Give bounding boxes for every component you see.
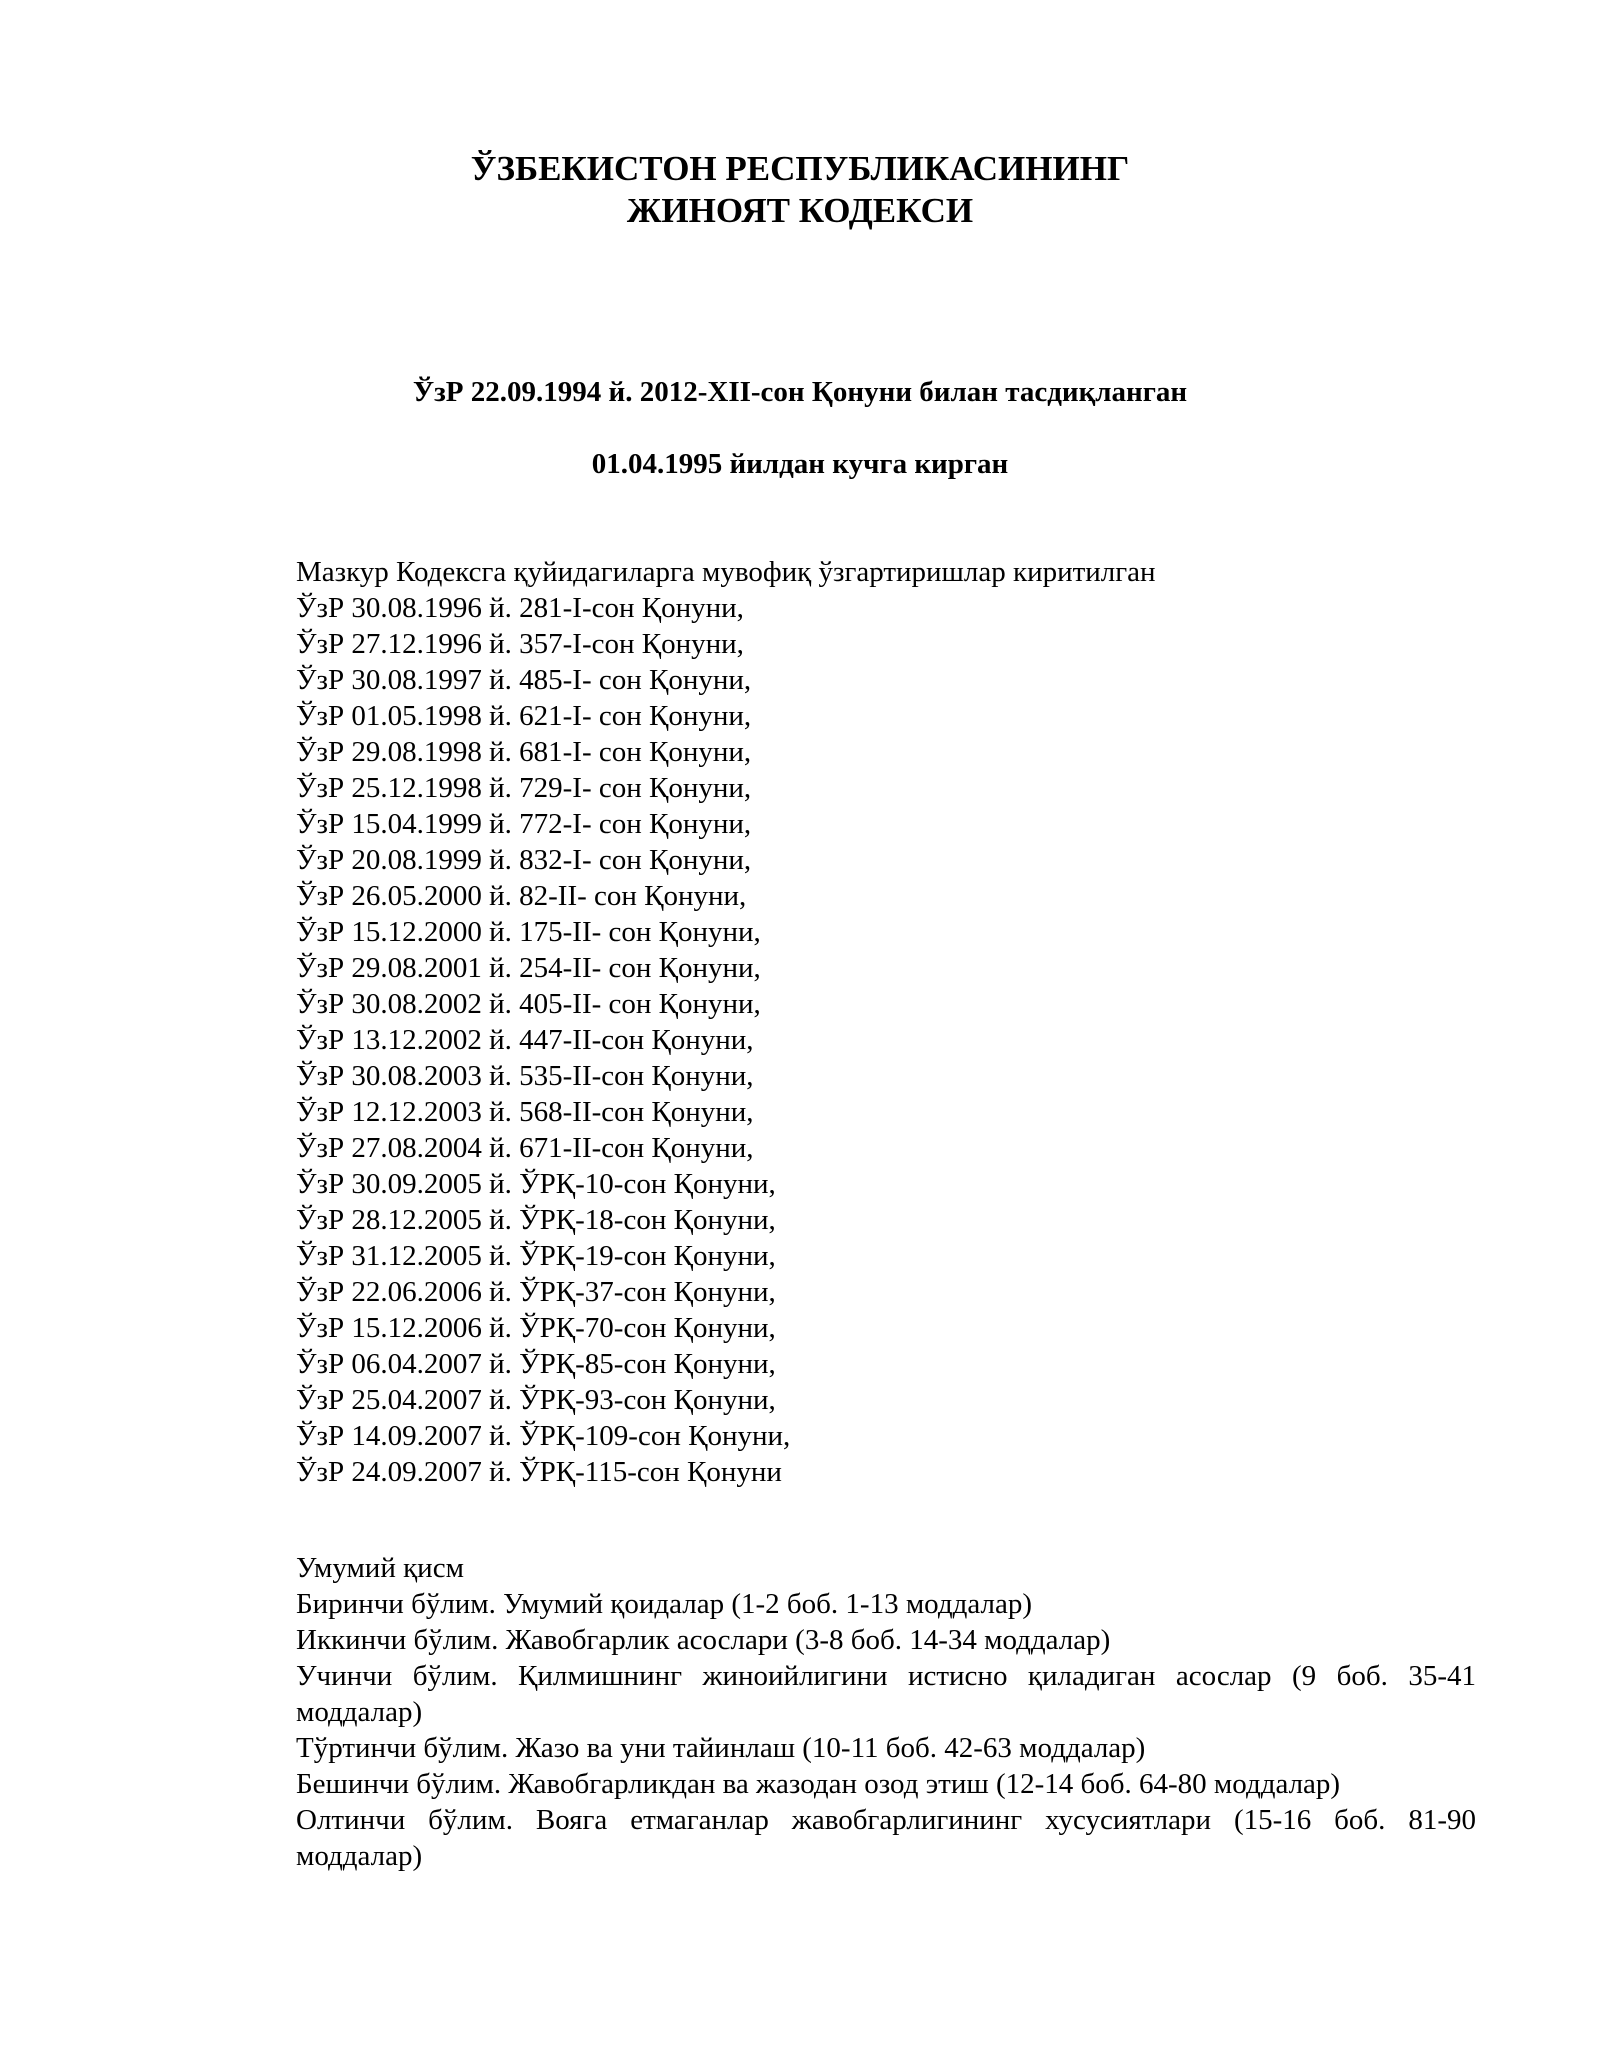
amendment-item: ЎзР 27.12.1996 й. 357-I-сон Қонуни, (296, 628, 744, 660)
table-of-contents (296, 1550, 1476, 1874)
approval-statement: ЎзР 22.09.1994 й. 2012-XII-сон Қонуни билан тасдиқланган (412, 376, 1188, 408)
amendment-item: ЎзР 24.09.2007 й. ЎРҚ-115-сон Қонуни (296, 1456, 782, 1488)
document-title (0, 148, 1600, 232)
contents-item: Тўртинчи бўлим. Жазо ва уни тайинлаш (10-11 боб. 42-63 моддалар) (296, 1732, 1146, 1764)
amendment-item: ЎзР 25.04.2007 й. ЎРҚ-93-сон Қонуни, (296, 1384, 776, 1416)
amendment-item: ЎзР 14.09.2007 й. ЎРҚ-109-сон Қонуни, (296, 1420, 791, 1452)
contents-heading: Умумий қисм (296, 1552, 464, 1584)
amendment-item: ЎзР 15.12.2006 й. ЎРҚ-70-сон Қонуни, (296, 1312, 776, 1344)
amendment-item: ЎзР 29.08.2001 й. 254-II- сон Қонуни, (296, 952, 761, 984)
amendments-intro: Мазкур Кодексга қуйидагиларга мувофиқ ўзгартиришлар киритилган (296, 556, 1156, 588)
amendment-item: ЎзР 29.08.1998 й. 681-I- сон Қонуни, (296, 736, 752, 768)
amendment-item: ЎзР 30.08.2003 й. 535-II-сон Қонуни, (296, 1060, 754, 1092)
amendments-list (296, 554, 1476, 1490)
amendment-item: ЎзР 27.08.2004 й. 671-II-сон Қонуни, (296, 1132, 754, 1164)
contents-item: Биринчи бўлим. Умумий қоидалар (1-2 боб. 1-13 моддалар) (296, 1588, 1032, 1620)
amendment-item: ЎзР 28.12.2005 й. ЎРҚ-18-сон Қонуни, (296, 1204, 776, 1236)
amendment-item: ЎзР 31.12.2005 й. ЎРҚ-19-сон Қонуни, (296, 1240, 776, 1272)
amendment-item: ЎзР 15.12.2000 й. 175-II- сон Қонуни, (296, 916, 761, 948)
title-line-2: ЖИНОЯТ КОДЕКСИ (626, 191, 974, 230)
title-line-1: ЎЗБЕКИСТОН РЕСПУБЛИКАСИНИНГ (470, 149, 1130, 188)
effective-date-statement: 01.04.1995 йилдан кучга кирган (591, 448, 1009, 480)
amendment-item: ЎзР 22.06.2006 й. ЎРҚ-37-сон Қонуни, (296, 1276, 776, 1308)
amendment-item: ЎзР 01.05.1998 й. 621-I- сон Қонуни, (296, 700, 752, 732)
contents-item: Иккинчи бўлим. Жавобгарлик асослари (3-8 боб. 14-34 моддалар) (296, 1624, 1111, 1656)
amendment-item: ЎзР 30.09.2005 й. ЎРҚ-10-сон Қонуни, (296, 1168, 776, 1200)
contents-item: Олтинчи бўлим. Вояга етмаганлар жавобгарлигининг хусусиятлари (15-16 боб. 81-90 моддалар) (296, 1804, 1476, 1872)
amendment-item: ЎзР 15.04.1999 й. 772-I- сон Қонуни, (296, 808, 752, 840)
amendment-item: ЎзР 26.05.2000 й. 82-II- сон Қонуни, (296, 880, 747, 912)
contents-item: Учинчи бўлим. Қилмишнинг жиноийлигини истисно қиладиган асослар (9 боб. 35-41 моддалар) (296, 1660, 1476, 1728)
amendment-item: ЎзР 30.08.1996 й. 281-I-сон Қонуни, (296, 592, 744, 624)
amendment-item: ЎзР 30.08.1997 й. 485-I- сон Қонуни, (296, 664, 752, 696)
amendment-item: ЎзР 25.12.1998 й. 729-I- сон Қонуни, (296, 772, 752, 804)
amendment-item: ЎзР 30.08.2002 й. 405-II- сон Қонуни, (296, 988, 761, 1020)
amendment-item: ЎзР 20.08.1999 й. 832-I- сон Қонуни, (296, 844, 752, 876)
amendment-item: ЎзР 06.04.2007 й. ЎРҚ-85-сон Қонуни, (296, 1348, 776, 1380)
amendment-item: ЎзР 12.12.2003 й. 568-II-сон Қонуни, (296, 1096, 754, 1128)
contents-item: Бешинчи бўлим. Жавобгарликдан ва жазодан озод этиш (12-14 боб. 64-80 моддалар) (296, 1768, 1341, 1800)
amendment-item: ЎзР 13.12.2002 й. 447-II-сон Қонуни, (296, 1024, 754, 1056)
